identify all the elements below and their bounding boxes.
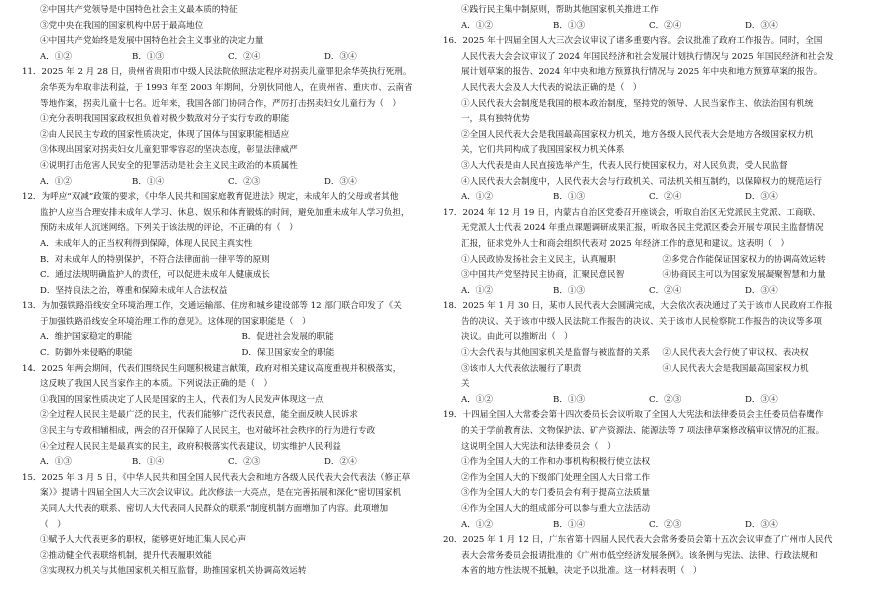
text-line: ④中国共产党始终是发展中国特色社会主义事业的决定力量	[40, 36, 264, 47]
text-line: ①赋予人大代表更多的职权，能够更好地汇集人民心声	[40, 535, 247, 546]
option-row	[443, 362, 843, 378]
option-text: B．①③	[553, 192, 586, 203]
option-text: D．③④	[745, 20, 778, 31]
option-text: C．防御外来侵略的职能	[40, 348, 133, 359]
option-text: D．③④	[324, 51, 357, 62]
text-line: 无党派人士代表 2024 年重点课题调研成果汇报，听取各民主党派区委会开展专项民主监督情况	[461, 223, 824, 234]
text-line: ②全过程人民民主是最广泛的民主，代表们能够广泛代表民意，能全面反映人民诉求	[40, 410, 358, 421]
text-line: 汇报，征求党外人士和商会组织代表对 2025 年经济工作的意见和建议。这表明（ ）	[461, 238, 790, 249]
option-text: D．③④	[745, 519, 778, 530]
option-text: B．①③	[553, 285, 586, 296]
option-row	[443, 346, 843, 362]
text-line: ③党中央在我国的国家机构中居于最高地位	[40, 20, 204, 31]
option-text: ②人民代表大会行使了审议权、表决权	[662, 348, 809, 359]
option-text: C．②④	[649, 192, 682, 203]
option-row	[22, 455, 422, 471]
option-text: D．保卫国家安全的职能	[241, 348, 335, 359]
text-line: 关，它们共同构成了我国国家权力机关体系	[461, 145, 625, 156]
text-line: ②作为全国人大的下级部门处理全国人大日常工作	[461, 472, 651, 483]
text-line: ③体现出国家对拐卖妇女儿童犯罪零容忍的坚决态度，彰显法律威严	[40, 145, 298, 156]
option-text: B．①④	[553, 519, 586, 530]
question-stem: 15．2025 年 3 月 5 日，《中华人民共和国全国人民代表大会和地方各级人民代表大会代表法（修正草	[22, 472, 411, 483]
option-text: C．②③	[649, 394, 682, 405]
text-line: 关	[461, 379, 470, 390]
question-stem: 19．十四届全国人大常委会第十四次委员长会议听取了全国人大宪法和法律委员会主任委员信春鹰作	[443, 410, 824, 421]
text-line: ①我国的国家性质决定了人民是国家的主人，代表们为人民发声体现这一点	[40, 394, 324, 405]
question-stem: 20．2025 年 1 月 12 日，广东省第十四届人民代表大会常务委员会第十五次会议审查了广州市人民代	[443, 535, 833, 546]
text-line: ①充分表明我国国家政权担负着对极少数敌对分子实行专政的职能	[40, 114, 290, 125]
text-line: ③民主与专政相辅相成，两会的召开保障了人民民主，也对破坏社会秩序的行为进行专政	[40, 426, 376, 437]
text-line: 人民代表大会会议审议了 2024 年国民经济和社会发展计划执行情况与 2025 年国民经济和社会发	[461, 51, 834, 62]
option-text: D．③④	[745, 394, 778, 405]
text-line: ①作为全国人大的工作和办事机构积极行使立法权	[461, 457, 651, 468]
question-stem: 16．2025 年十四届全国人大三次会议审议了诸多重要内容。会议批准了政府工作报告。同时，全国	[443, 36, 823, 47]
option-text: B．①③	[553, 394, 586, 405]
option-text: C．②④	[649, 285, 682, 296]
option-text: A．①③	[40, 457, 72, 468]
right-column	[443, 3, 843, 580]
text-line: 等地作案，拐卖儿童十七名。近年来，我国各部门协同合作，严厉打击拐卖妇女儿童行为（ ）	[40, 98, 401, 109]
question-stem: 17．2024 年 12 月 19 日，内蒙古自治区党委召开座谈会，听取自治区无党派民主党派、工商联、	[443, 207, 821, 218]
question-stem: 18．2025 年 1 月 30 日，某市人民代表大会圆满完成，大会依次表决通过了关于该市人民政府工作报	[443, 301, 833, 312]
option-text: C．②④	[649, 20, 682, 31]
text-line: 这反映了我国人民当家作主的本质。下列说法正确的是（ ）	[40, 379, 273, 390]
option-text: C．②③	[228, 457, 261, 468]
text-line: ③实现权力机关与其他国家机关相互监督，助推国家机关协调高效运转	[40, 566, 307, 577]
option-text: ③中国共产党坚持民主协商，汇聚民意民智	[461, 270, 625, 281]
text-line: 告的决议、关于该市中级人民法院工作报告的决议、关于该市人民检察院工作报告的决议等多项	[461, 316, 822, 327]
option-text: B．①④	[132, 176, 165, 187]
question-stem: 12．为呼应“双减”政策的要求，《中华人民共和国家庭教育促进法》规定，未成年人的父母或者其他	[22, 192, 399, 203]
option-text: ②多党合作能保证国家权力的协调高效运转	[662, 254, 826, 265]
question-stem: 13．为加强铁路沿线安全环境治理工作，交通运输部、住房和城乡建设部等 12 部门联合印发了《关	[22, 301, 402, 312]
option-text: ①人民政协发扬社会主义民主，认真履职	[461, 254, 616, 265]
text-line: A．未成年人的正当权利得到保障，体现人民民主真实性	[40, 238, 253, 249]
option-text: D．③④	[745, 192, 778, 203]
option-text: A．①②	[461, 519, 493, 530]
option-text: A．①②	[461, 192, 493, 203]
text-line: ④全过程人民民主是最真实的民主，政府积极落实代表建议，切实维护人民利益	[40, 441, 341, 452]
text-line: 本省的地方性法规不抵触，决定予以批准。这一材料表明（ ）	[461, 566, 702, 577]
option-text: C．②③	[649, 519, 682, 530]
option-text: ④协商民主可以为国家发展凝聚智慧和力量	[662, 270, 826, 281]
option-text: B．①③	[553, 20, 586, 31]
text-line: ④作为全国人大的组成部分可以参与重大立法活动	[461, 504, 651, 514]
text-line: 于加强铁路沿线安全环境治理工作的意见》。这体现的国家职能是（ ）	[40, 316, 311, 327]
option-text: A．①②	[461, 20, 493, 31]
text-line: ②中国共产党领导是中国特色社会主义最本质的特征	[40, 5, 238, 15]
text-line: 这说明全国人大宪法和法律委员会（ ）	[461, 441, 616, 452]
option-text: C．②④	[228, 51, 261, 62]
option-row	[443, 190, 843, 206]
text-line: 余华英为牟取非法利益，于 1993 年至 2003 年期间，分别伙同他人，在贵州省、重庆市、云南省	[40, 82, 413, 93]
question-stem: 14．2025 年两会期间，代表们围绕民生问题积极建言献策，政府对相关建议高度重视并积极落实，	[22, 363, 402, 374]
option-text: B．①③	[132, 51, 165, 62]
option-text: A．①②	[40, 51, 72, 62]
option-row	[22, 175, 422, 191]
option-text: A．①②	[461, 394, 493, 405]
option-row	[22, 330, 422, 346]
option-row	[443, 284, 843, 300]
option-text: A．维护国家稳定的职能	[40, 332, 133, 343]
option-row	[443, 268, 843, 284]
text-line: 一，具有独特优势	[461, 114, 530, 125]
option-row	[443, 19, 843, 35]
option-text: D．③④	[745, 285, 778, 296]
text-line: ②推动健全代表联络机制，提升代表履职效能	[40, 550, 212, 561]
text-line: 决议。由此可以推断出（ ）	[461, 332, 573, 343]
text-line: 关同人大代表的联系、密切人大代表同人民群众的联系”制度机制方面增加了内容。此项增加	[40, 504, 389, 514]
text-line: 的关于学前教育法、文物保护法、矿产资源法、能源法等 7 项法律草案修改稿审议情况的汇报。	[461, 426, 825, 437]
text-line: ④说明打击危害人民安全的犯罪活动是社会主义民主政治的本质属性	[40, 160, 298, 171]
question-stem: 11．2025 年 2 月 28 日，贵州省贵阳市中级人民法院依照法定程序对拐卖儿童罪犯余华英执行死刑。	[22, 67, 412, 78]
text-line: 预防未成年人沉迷网络。下列关于该法规的评论，不正确的有（ ）	[40, 223, 298, 234]
option-row	[22, 50, 422, 66]
text-line: 表大会常务委员会报请批准的《广州市低空经济发展条例》。该条例与宪法、法律、行政法规和	[461, 550, 818, 561]
option-text: ①大会代表与其他国家机关是监督与被监督的关系	[461, 348, 651, 359]
option-text: ④人民代表大会是我国最高国家权力机	[662, 363, 809, 374]
text-line: 人民代表大会及人大代表的说法正确的是（ ）	[461, 82, 642, 93]
text-line: C．通过法规明确监护人的责任，可以促进未成年人健康成长	[40, 270, 271, 281]
text-line: 展计划草案的报告、2024 年中央和地方预算执行情况与 2025 年中央和地方预算草案的报告。	[461, 67, 823, 78]
text-line: ④践行民主集中制原则，帮助其他国家机关推进工作	[461, 5, 659, 15]
left-column	[22, 3, 422, 580]
text-line: ③人大代表是由人民直接选举产生，代表人民行使国家权力，对人民负责，受人民监督	[461, 160, 788, 171]
text-line: ②由人民民主专政的国家性质决定，体现了国体与国家职能相适应	[40, 129, 290, 140]
text-line: D．坚持良法之治，尊重和保障未成年人合法权益	[40, 285, 228, 296]
text-line: B．对未成年人的特别保护，不符合法律面前一律平等的原则	[40, 254, 270, 265]
text-line: ①人民代表大会制度是我国的根本政治制度，坚持党的领导、人民当家作主、依法治国有机统	[461, 98, 814, 109]
option-row	[443, 518, 843, 534]
text-line: （ ）	[40, 519, 66, 530]
option-text: B．促进社会发展的职能	[241, 332, 334, 343]
option-text: C．②③	[228, 176, 261, 187]
text-line: 监护人应当合理安排未成年人学习、休息、娱乐和体育锻炼的时间，避免加重未成年人学习负担，	[40, 207, 410, 218]
option-row	[443, 393, 843, 409]
option-text: ③该市人大代表依法履行了职责	[461, 363, 582, 374]
option-text: A．①②	[40, 176, 72, 187]
option-text: D．③④	[324, 176, 357, 187]
option-row	[22, 346, 422, 362]
text-line: ②全国人民代表大会是我国最高国家权力机关，地方各级人民代表大会是地方各级国家权力机	[461, 129, 814, 140]
option-text: A．①②	[461, 285, 493, 296]
option-text: B．①④	[132, 457, 165, 468]
text-line: ③作为全国人大的专门委员会有利于提高立法质量	[461, 488, 651, 499]
option-text: D．②④	[324, 457, 357, 468]
text-line: 案）》提请十四届全国人大三次会议审议。此次修法一大亮点，是在完善拓展和深化“密切国家机	[40, 488, 402, 499]
text-line: ④人民代表大会制度中，人民代表大会与行政机关、司法机关相互制约，以保障权力的规范运行	[461, 176, 822, 187]
option-row	[443, 253, 843, 269]
